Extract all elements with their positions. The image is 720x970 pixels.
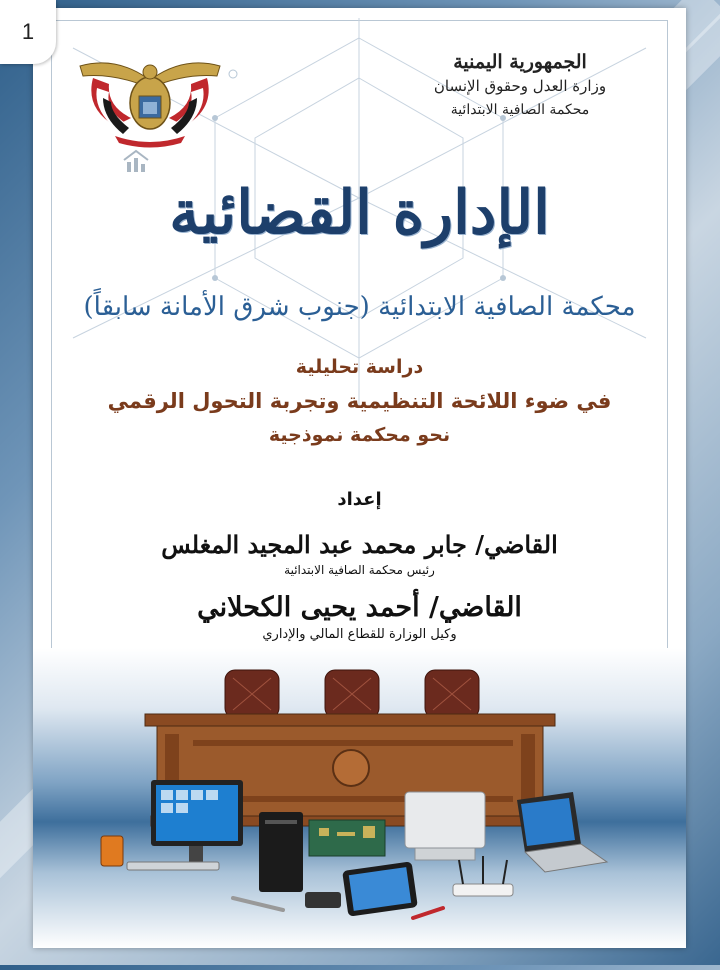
study-line-1: دراسة تحليلية — [295, 356, 424, 378]
document-title: الإدارة القضائية — [169, 178, 550, 248]
page-number-badge — [0, 0, 56, 64]
author-role: رئيس محكمة الصافية الابتدائية — [284, 563, 435, 577]
home-chart-icon — [121, 148, 151, 174]
author-name: القاضي/ جابر محمد عبد المجيد المغلس — [161, 530, 558, 559]
ministry-name: وزارة العدل وحقوق الإنسان — [433, 77, 607, 95]
prepared-by-label: إعداد — [337, 489, 382, 510]
country-name: الجمهورية اليمنية — [453, 51, 587, 73]
ministry-header — [410, 50, 630, 122]
author-2 — [33, 592, 686, 642]
author-name: القاضي/ أحمد يحيى الكحلاني — [197, 592, 522, 623]
court-name: محكمة الصافية الابتدائية (جنوب شرق الأمانة سابقاً) — [83, 292, 636, 322]
study-line-3: نحو محكمة نموذجية — [268, 424, 451, 446]
study-description — [33, 350, 686, 452]
author-role: وكيل الوزارة للقطاع المالي والإداري — [262, 627, 457, 642]
page-number: 1 — [21, 19, 35, 44]
yemen-emblem-icon — [75, 48, 225, 148]
author-1 — [33, 530, 686, 577]
study-line-2: في ضوء اللائحة التنظيمية وتجربة التحول الرقمي — [107, 389, 612, 413]
court-header-name: محكمة الصافية الابتدائية — [450, 102, 590, 118]
cover-sheet — [33, 8, 686, 948]
court-tech-illustration — [33, 648, 686, 948]
